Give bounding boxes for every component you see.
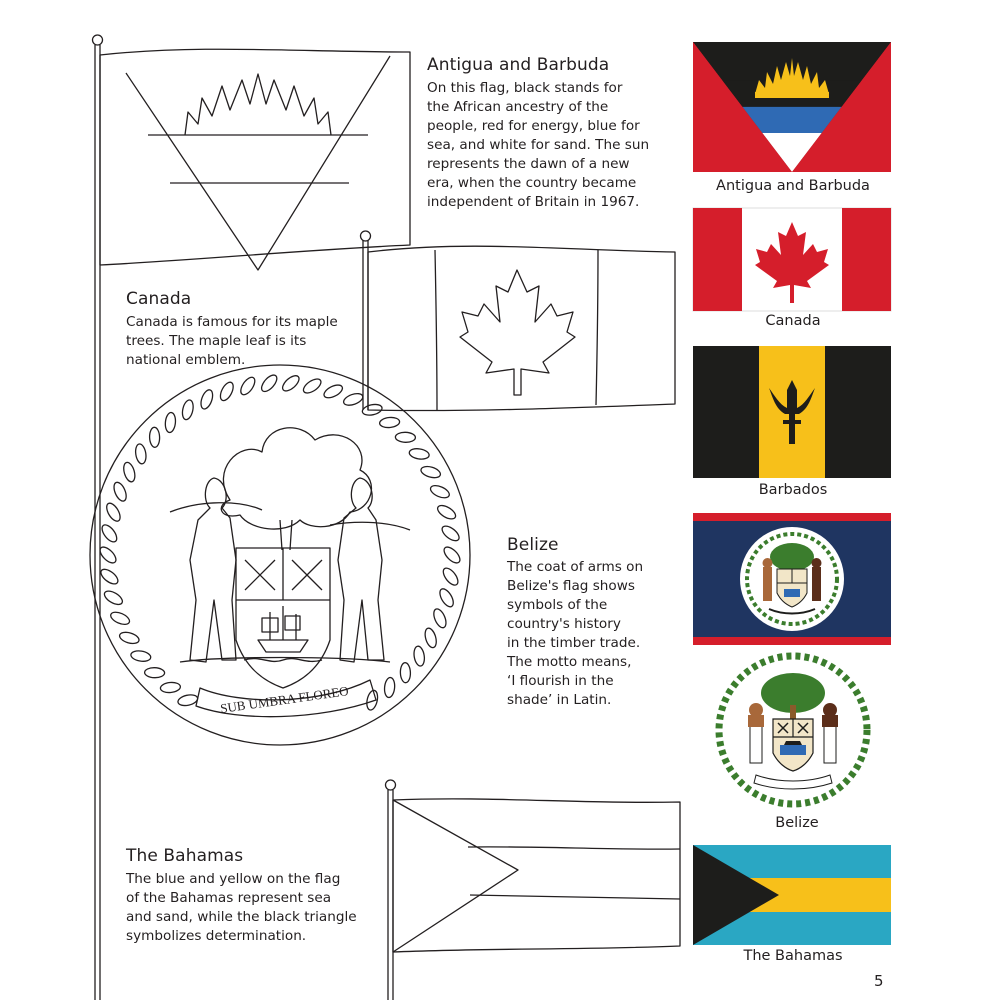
belize-description — [507, 558, 677, 710]
text-line: The motto means, — [507, 654, 632, 670]
belize-heading: Belize — [507, 535, 559, 555]
text-line: shade’ in Latin. — [507, 692, 612, 708]
text-line: The blue and yellow on the flag — [126, 871, 341, 887]
text-line: in the timber trade. — [507, 635, 641, 651]
canada-caption: Canada — [765, 313, 821, 329]
text-line: sea, and white for sand. The sun — [427, 137, 650, 153]
bahamas-description — [126, 870, 376, 946]
barbados-color-flag — [693, 346, 893, 478]
text-line: and sand, while the black triangle — [126, 909, 357, 925]
belize-section — [507, 535, 677, 710]
antigua-heading: Antigua and Barbuda — [427, 55, 610, 75]
canada-color-flag — [693, 208, 893, 311]
text-line: people, red for energy, blue for — [427, 118, 640, 134]
belize-motto: SUB UMBRA FLOREO — [219, 683, 350, 716]
canada-description — [126, 313, 361, 370]
text-line: national emblem. — [126, 352, 246, 368]
bahamas-heading: The Bahamas — [126, 846, 244, 866]
text-line: Canada is famous for its maple — [126, 314, 338, 330]
text-line: of the Bahamas represent sea — [126, 890, 332, 906]
barbados-caption: Barbados — [758, 482, 828, 498]
antigua-color-flag — [693, 42, 893, 172]
belize-caption: Belize — [775, 815, 819, 831]
bahamas-section — [126, 846, 376, 946]
text-line: trees. The maple leaf is its — [126, 333, 307, 349]
belize-color-flag — [693, 513, 893, 645]
canada-section — [126, 289, 361, 370]
antigua-caption: Antigua and Barbuda — [716, 178, 870, 194]
belize-color-emblem — [708, 645, 878, 815]
text-line: Belize's flag shows — [507, 578, 635, 594]
canada-heading: Canada — [126, 289, 192, 309]
text-line: country's history — [507, 616, 621, 632]
text-line: On this flag, black stands for — [427, 80, 623, 96]
text-line: represents the dawn of a new — [427, 156, 630, 172]
text-line: The coat of arms on — [507, 559, 644, 575]
bahamas-caption: The Bahamas — [743, 948, 843, 964]
text-line: era, when the country became — [427, 175, 637, 191]
text-line: symbolizes determination. — [126, 928, 307, 944]
text-line: independent of Britain in 1967. — [427, 194, 640, 210]
text-line: symbols of the — [507, 597, 608, 613]
bahamas-color-flag — [693, 845, 893, 945]
antigua-description — [427, 79, 667, 212]
page-number: 5 — [874, 972, 884, 990]
text-line: the African ancestry of the — [427, 99, 609, 115]
text-line: ‘I flourish in the — [507, 673, 614, 689]
antigua-section — [427, 55, 667, 212]
